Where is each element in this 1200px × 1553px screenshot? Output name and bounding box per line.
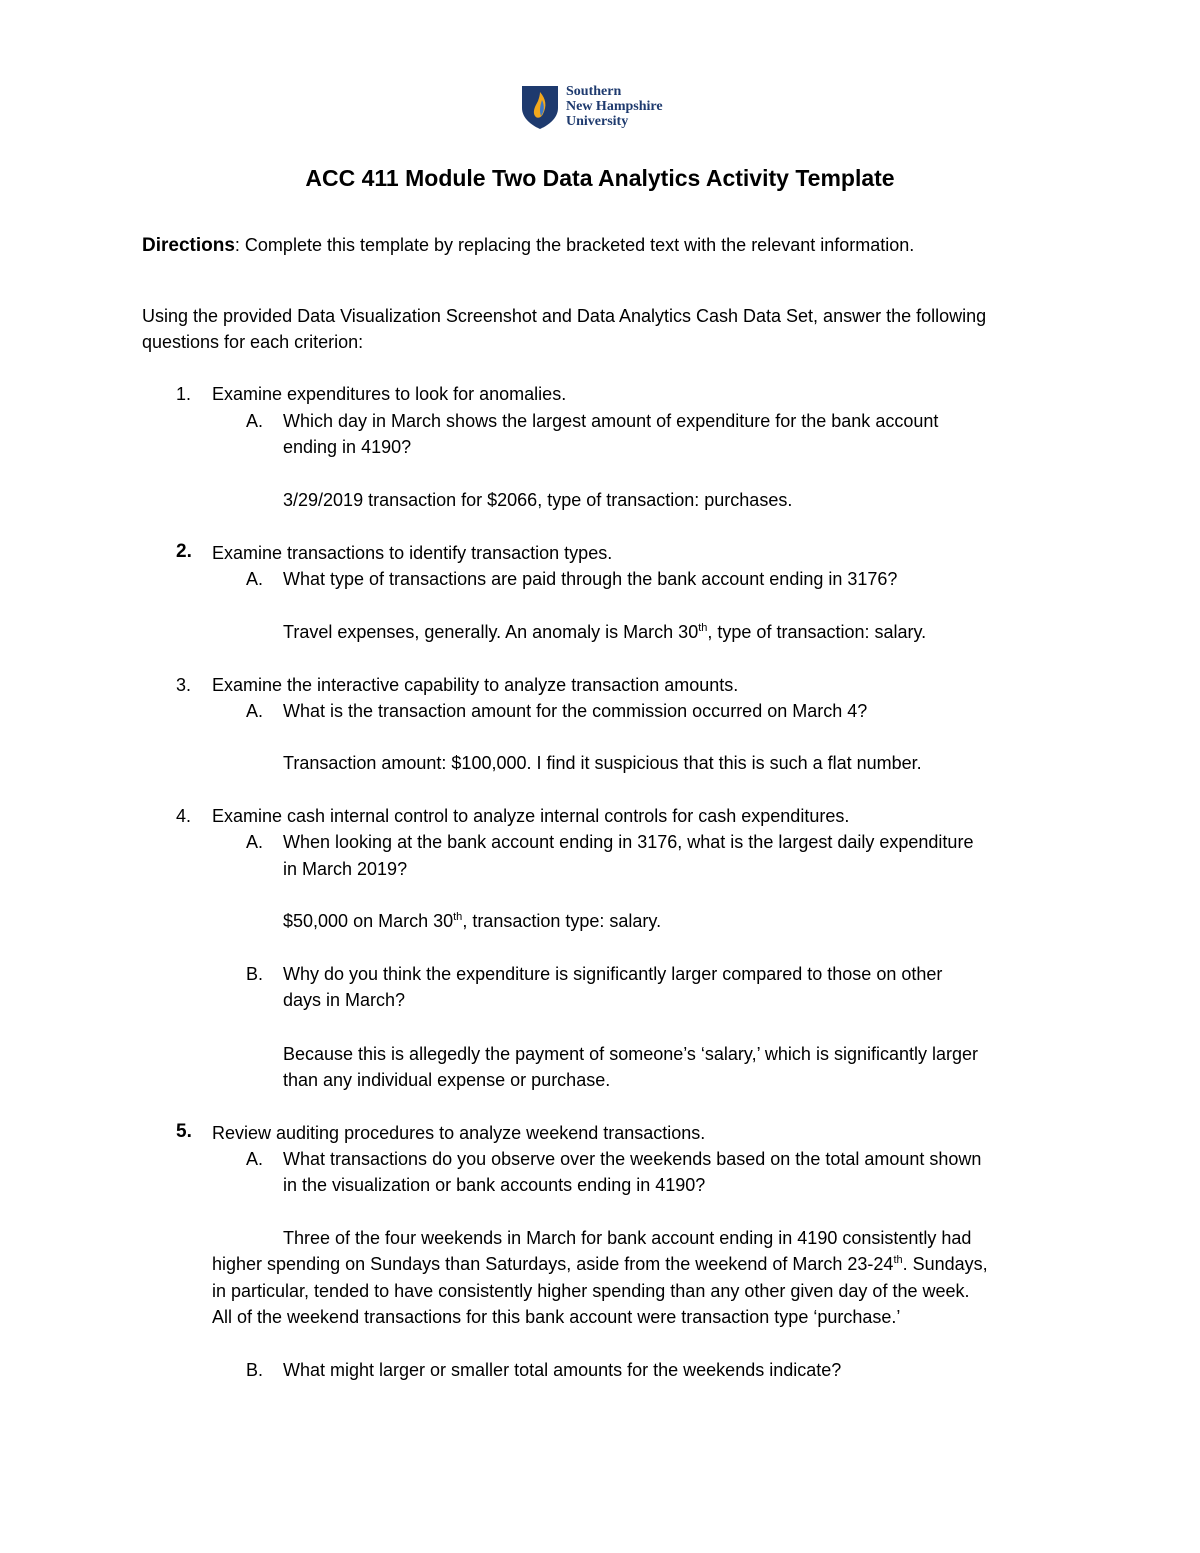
item-5-answer-a-line-3: in particular, tended to have consistently higher spending than any other given day of the week.	[212, 1281, 970, 1301]
item-1-question-a-letter: A.	[246, 411, 264, 431]
item-1-question-a-line-2: ending in 4190?	[283, 437, 412, 457]
item-3-question-a-line-1: What is the transaction amount for the commission occurred on March 4?	[283, 701, 868, 721]
item-4-answer-a-text: $50,000 on March 30	[283, 911, 454, 931]
logo-line-2: New Hampshire	[566, 99, 663, 114]
item-5-question-b-letter: B.	[246, 1360, 264, 1380]
item-2-question-a-line-1: What type of transactions are paid through the bank account ending in 3176?	[283, 569, 898, 589]
item-4-question-b-line-2: days in March?	[283, 990, 406, 1010]
item-4-answer-b-line-2: than any individual expense or purchase.	[283, 1070, 611, 1090]
item-4-answer-a-rest: , transaction type: salary.	[462, 911, 662, 931]
item-5-answer-a-ordinal: th	[893, 1254, 903, 1266]
logo-line-3: University	[566, 114, 629, 129]
item-4-answer-a-ordinal: th	[453, 911, 463, 923]
item-2-answer-a-rest: , type of transaction: salary.	[707, 622, 927, 642]
item-3-answer-a: Transaction amount: $100,000. I find it suspicious that this is such a flat number.	[283, 753, 922, 773]
item-4-question-a-line-2: in March 2019?	[283, 859, 408, 879]
item-4-number: 4.	[176, 806, 192, 826]
item-2-question-a-letter: A.	[246, 569, 264, 589]
item-5-title: Review auditing procedures to analyze weekend transactions.	[212, 1123, 706, 1143]
shield-flame-icon	[520, 84, 560, 130]
item-5-question-a-line-1: What transactions do you observe over the weekends based on the total amount shown	[283, 1149, 982, 1169]
item-5-answer-a-line-4: All of the weekend transactions for this bank account were transaction type ‘purchase.’	[212, 1307, 901, 1327]
item-2-title: Examine transactions to identify transaction types.	[212, 543, 613, 563]
item-4-question-a-line-1: When looking at the bank account ending in 3176, what is the largest daily expenditure	[283, 832, 974, 852]
item-5-question-a-line-2: in the visualization or bank accounts ending in 4190?	[283, 1175, 706, 1195]
item-2-answer-a-ordinal: th	[698, 622, 708, 634]
item-4-answer-a	[283, 908, 661, 934]
directions-text: : Complete this template by replacing the bracketed text with the relevant information.	[234, 235, 915, 255]
logo-line-1: Southern	[566, 84, 622, 99]
intro-line-2: questions for each criterion:	[142, 332, 364, 352]
item-1-number: 1.	[176, 384, 192, 404]
item-2-answer-a	[283, 619, 926, 645]
item-5-answer-a-line-2-rest: . Sundays,	[902, 1254, 988, 1274]
item-1-question-a-line-1: Which day in March shows the largest amount of expenditure for the bank account	[283, 411, 939, 431]
item-5-number: 5.	[176, 1121, 192, 1142]
intro-line-1: Using the provided Data Visualization Screenshot and Data Analytics Cash Data Set, answer the following	[142, 306, 987, 326]
item-2-number: 2.	[176, 541, 192, 562]
item-5-question-a-letter: A.	[246, 1149, 264, 1169]
item-3-title: Examine the interactive capability to analyze transaction amounts.	[212, 675, 739, 695]
item-4-title: Examine cash internal control to analyze internal controls for cash expenditures.	[212, 806, 850, 826]
item-4-question-b-letter: B.	[246, 964, 264, 984]
item-5-answer-a-line-1: Three of the four weekends in March for bank account ending in 4190 consistently had	[283, 1228, 972, 1248]
item-5-answer-a-line-2-text: higher spending on Sundays than Saturdays, aside from the weekend of March 23-24	[212, 1254, 894, 1274]
item-5-answer-a-line-2	[212, 1251, 988, 1277]
item-3-question-a-letter: A.	[246, 701, 264, 721]
item-5-question-b-line-1: What might larger or smaller total amounts for the weekends indicate?	[283, 1360, 842, 1380]
item-1-title: Examine expenditures to look for anomalies.	[212, 384, 567, 404]
logo-wordmark	[566, 84, 663, 129]
item-4-question-a-letter: A.	[246, 832, 264, 852]
snhu-logo	[520, 84, 663, 130]
document-title: ACC 411 Module Two Data Analytics Activity Template	[305, 165, 895, 191]
item-1-answer-a: 3/29/2019 transaction for $2066, type of transaction: purchases.	[283, 490, 793, 510]
item-4-question-b-line-1: Why do you think the expenditure is significantly larger compared to those on other	[283, 964, 943, 984]
item-4-answer-b-line-1: Because this is allegedly the payment of someone’s ‘salary,’ which is significantly larger	[283, 1044, 979, 1064]
item-2-answer-a-text: Travel expenses, generally. An anomaly is March 30	[283, 622, 699, 642]
item-3-number: 3.	[176, 675, 192, 695]
directions-label: Directions	[142, 235, 235, 256]
directions-line	[142, 232, 914, 259]
